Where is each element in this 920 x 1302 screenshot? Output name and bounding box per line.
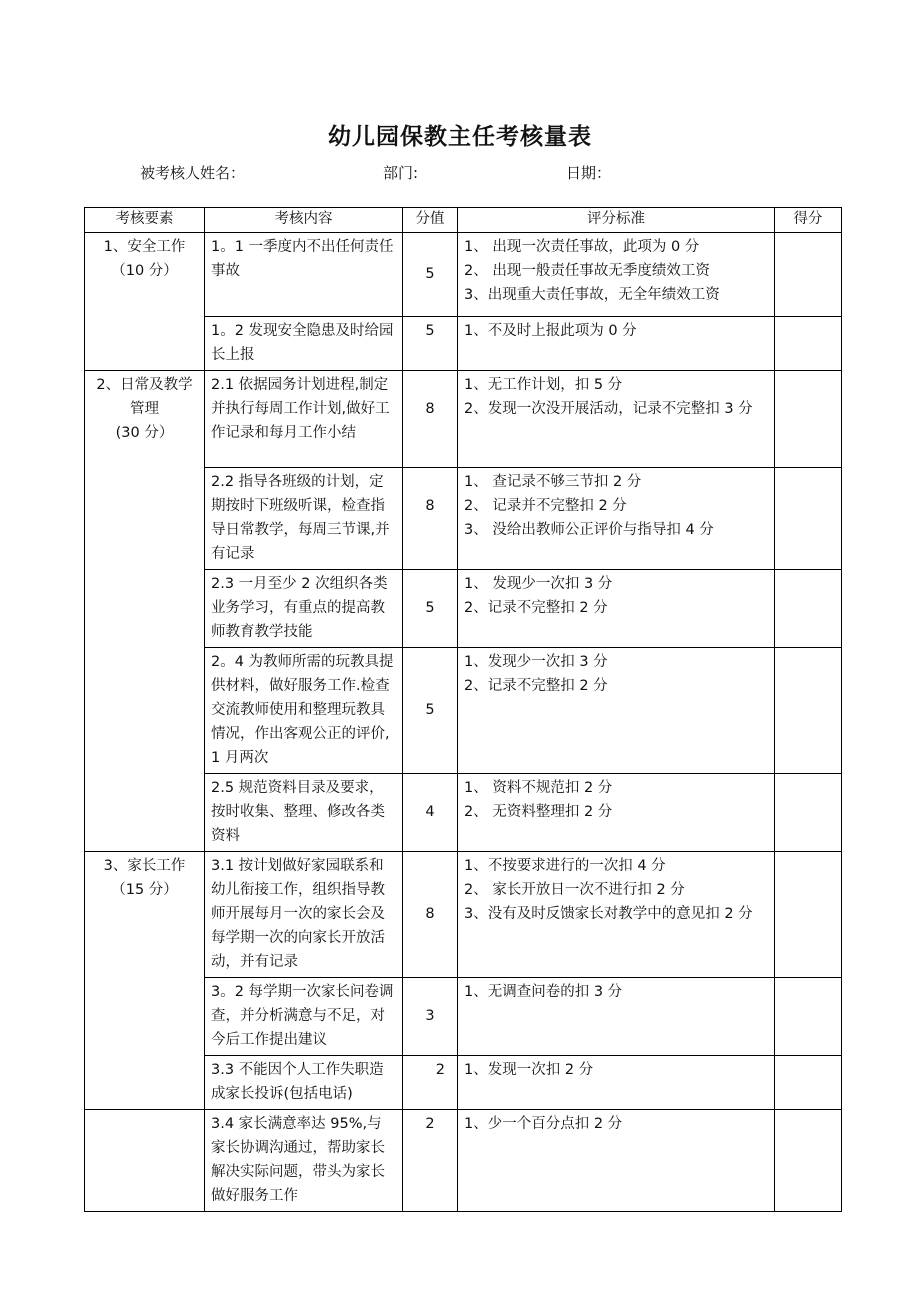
table-row xyxy=(85,371,842,468)
element-line: 1、安全工作 xyxy=(103,239,186,255)
element-line: 管理 xyxy=(130,401,159,417)
criteria-line: 1、不及时上报此项为 0 分 xyxy=(464,323,637,339)
table-row xyxy=(85,852,842,978)
score-cell: 8 xyxy=(403,852,458,978)
content-cell: 1。1 一季度内不出任何责任事故 xyxy=(205,233,403,317)
criteria-line: 2、 无资料整理扣 2 分 xyxy=(464,804,613,820)
result-cell[interactable] xyxy=(775,774,842,852)
score-cell: 2 xyxy=(403,1110,458,1212)
table-row xyxy=(85,1110,842,1212)
criteria-line: 1、 出现一次责任事故，此项为 0 分 xyxy=(464,239,700,255)
document-title: 幼儿园保教主任考核量表 xyxy=(328,124,592,150)
element-line: （10 分） xyxy=(111,263,178,279)
result-cell[interactable] xyxy=(775,468,842,570)
content-cell: 1。2 发现安全隐患及时给园长上报 xyxy=(205,317,403,371)
header-content: 考核内容 xyxy=(205,208,403,233)
score-cell: 8 xyxy=(403,468,458,570)
criteria-cell xyxy=(458,570,775,648)
element-cell xyxy=(85,1110,205,1212)
element-cell xyxy=(85,852,205,1110)
content-cell: 2。4 为教师所需的玩教具提供材料，做好服务工作.检查交流教师使用和整理玩教具情况，作出客观公正的评价,1 月两次 xyxy=(205,648,403,774)
table-row xyxy=(85,233,842,317)
criteria-cell xyxy=(458,317,775,371)
content-cell: 2.2 指导各班级的计划，定期按时下班级听课，检查指导日常教学，每周三节课,并有记录 xyxy=(205,468,403,570)
criteria-cell xyxy=(458,774,775,852)
criteria-line: 1、少一个百分点扣 2 分 xyxy=(464,1116,623,1132)
assessment-table xyxy=(84,207,842,1212)
element-cell xyxy=(85,233,205,371)
result-cell[interactable] xyxy=(775,852,842,978)
criteria-line: 3、出现重大责任事故，无全年绩效工资 xyxy=(464,287,720,303)
element-line: 3、家长工作 xyxy=(103,858,186,874)
result-cell[interactable] xyxy=(775,570,842,648)
criteria-line: 2、记录不完整扣 2 分 xyxy=(464,600,608,616)
criteria-line: 1、发现少一次扣 3 分 xyxy=(464,654,608,670)
result-cell[interactable] xyxy=(775,1056,842,1110)
score-cell: 8 xyxy=(403,371,458,468)
header-row xyxy=(85,208,842,233)
criteria-line: 1、无工作计划，扣 5 分 xyxy=(464,377,623,393)
criteria-cell xyxy=(458,978,775,1056)
header-criteria: 评分标准 xyxy=(458,208,775,233)
criteria-line: 1、发现一次扣 2 分 xyxy=(464,1062,594,1078)
score-cell: 5 xyxy=(403,570,458,648)
header-element: 考核要素 xyxy=(85,208,205,233)
result-cell[interactable] xyxy=(775,1110,842,1212)
criteria-cell xyxy=(458,233,775,317)
criteria-line: 3、没有及时反馈家长对教学中的意见扣 2 分 xyxy=(464,906,753,922)
element-cell xyxy=(85,371,205,852)
content-cell: 3.3 不能因个人工作失职造成家长投诉(包括电话) xyxy=(205,1056,403,1110)
result-cell[interactable] xyxy=(775,978,842,1056)
result-cell[interactable] xyxy=(775,648,842,774)
criteria-cell xyxy=(458,1110,775,1212)
criteria-line: 2、 出现一般责任事故无季度绩效工资 xyxy=(464,263,710,279)
criteria-line: 1、不按要求进行的一次扣 4 分 xyxy=(464,858,666,874)
content-cell: 3。2 每学期一次家长问卷调查，并分析满意与不足，对今后工作提出建议 xyxy=(205,978,403,1056)
criteria-cell xyxy=(458,468,775,570)
score-cell: 3 xyxy=(403,978,458,1056)
element-line: (30 分） xyxy=(115,425,174,441)
criteria-line: 1、 发现少一次扣 3 分 xyxy=(464,576,613,592)
criteria-line: 2、 记录并不完整扣 2 分 xyxy=(464,498,627,514)
score-cell: 5 xyxy=(403,648,458,774)
criteria-cell xyxy=(458,648,775,774)
element-line: （15 分） xyxy=(111,882,178,898)
content-cell: 3.4 家长满意率达 95%,与家长协调沟通过，帮助家长解决实际问题，带头为家长做好服务工作 xyxy=(205,1110,403,1212)
criteria-line: 1、 查记录不够三节扣 2 分 xyxy=(464,474,642,490)
score-cell: 5 xyxy=(403,317,458,371)
element-line: 2、日常及教学 xyxy=(96,377,193,393)
date-label: 日期： xyxy=(566,164,612,182)
header-result: 得分 xyxy=(775,208,842,233)
header-score: 分值 xyxy=(403,208,458,233)
content-cell: 3.1 按计划做好家园联系和幼儿衔接工作，组织指导教师开展每月一次的家长会及每学期一次的向家长开放活动，并有记录 xyxy=(205,852,403,978)
criteria-line: 2、记录不完整扣 2 分 xyxy=(464,678,608,694)
score-cell: 5 xyxy=(403,233,458,317)
criteria-line: 1、无调查问卷的扣 3 分 xyxy=(464,984,623,1000)
score-cell: 4 xyxy=(403,774,458,852)
score-cell: 2 xyxy=(403,1056,458,1110)
criteria-line: 2、 家长开放日一次不进行扣 2 分 xyxy=(464,882,685,898)
content-cell: 2.5 规范资料目录及要求，按时收集、整理、修改各类资料 xyxy=(205,774,403,852)
criteria-cell xyxy=(458,371,775,468)
name-label: 被考核人姓名： xyxy=(140,164,246,182)
criteria-cell xyxy=(458,852,775,978)
criteria-line: 2、发现一次没开展活动，记录不完整扣 3 分 xyxy=(464,401,753,417)
result-cell[interactable] xyxy=(775,317,842,371)
criteria-line: 3、 没给出教师公正评价与指导扣 4 分 xyxy=(464,522,714,538)
content-cell: 2.3 一月至少 2 次组织各类业务学习，有重点的提高教师教育教学技能 xyxy=(205,570,403,648)
result-cell[interactable] xyxy=(775,371,842,468)
result-cell[interactable] xyxy=(775,233,842,317)
criteria-cell xyxy=(458,1056,775,1110)
department-label: 部门: xyxy=(383,164,419,182)
content-cell: 2.1 依据园务计划进程,制定并执行每周工作计划,做好工作记录和每月工作小结 xyxy=(205,371,403,468)
criteria-line: 1、 资料不规范扣 2 分 xyxy=(464,780,613,796)
